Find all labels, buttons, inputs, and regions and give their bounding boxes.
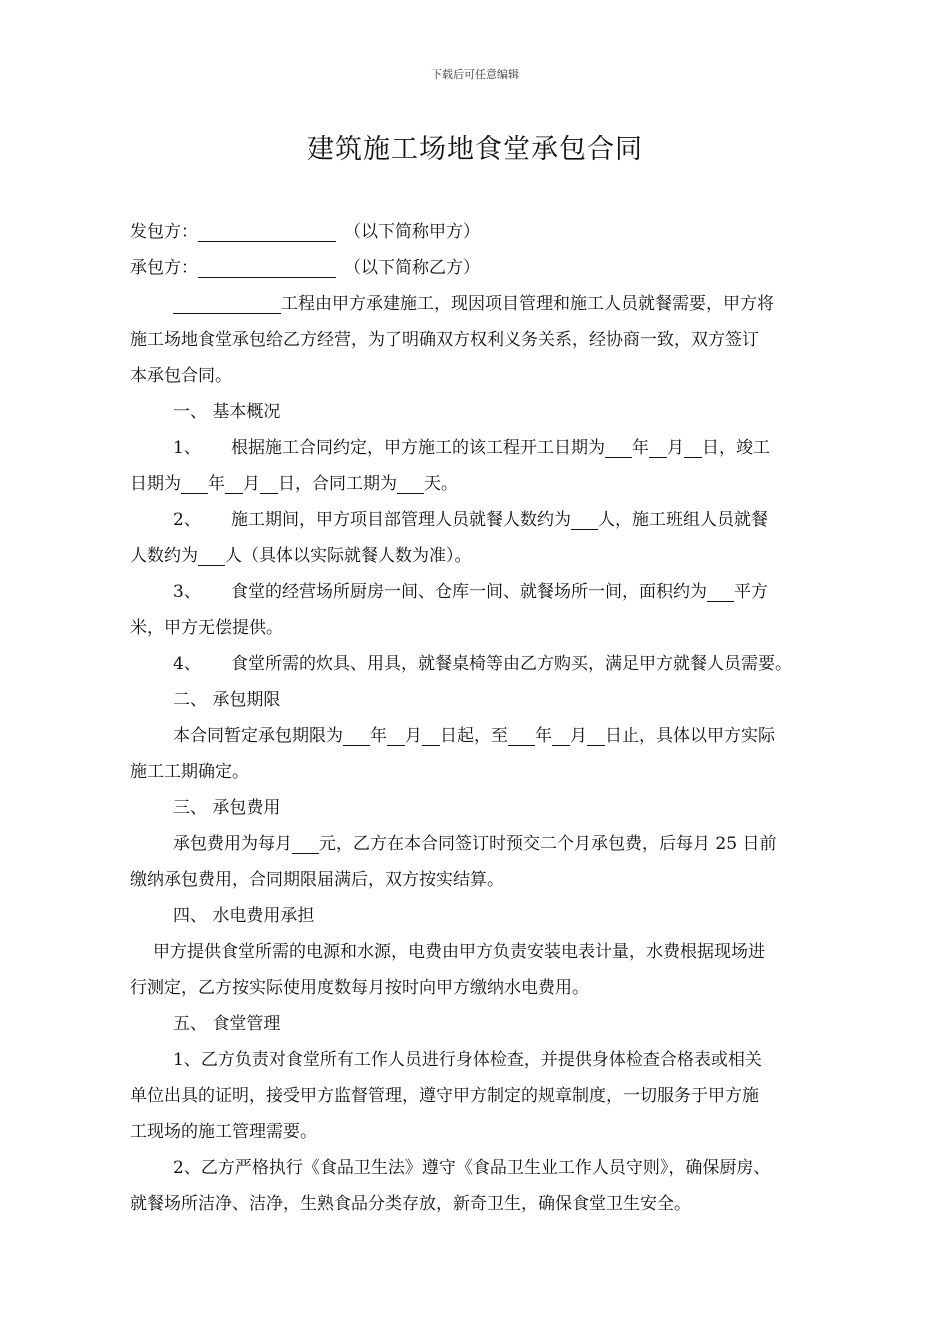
text: 承包费用为每月 — [173, 834, 292, 854]
text: 年 — [535, 726, 552, 746]
section-3-heading: 三、 承包费用 — [173, 798, 281, 818]
term-end-day-blank[interactable] — [587, 724, 605, 746]
s3-line-2: 缴纳承包费用，合同期限届满后，双方按实结算。 — [130, 870, 504, 890]
text: 人，施工班组人员就餐 — [598, 510, 768, 530]
section-4-heading: 四、 水电费用承担 — [173, 906, 315, 926]
intro-line-1 — [130, 286, 850, 322]
text: 本合同暂定承包期限为 — [173, 726, 343, 746]
end-month-blank[interactable] — [225, 472, 243, 494]
s4-line-2: 行测定，乙方按实际使用度数每月按时向甲方缴纳水电费用。 — [130, 978, 589, 998]
text: 月 — [667, 438, 684, 458]
party-b-line — [130, 250, 850, 286]
s5-p1-line-3: 工现场的施工管理需要。 — [130, 1122, 317, 1142]
s4-line-1: 甲方提供食堂所需的电源和水源，电费由甲方负责安装电表计量，水费根据现场进 — [153, 942, 765, 962]
end-year-blank[interactable] — [181, 472, 208, 494]
start-day-blank[interactable] — [684, 436, 702, 458]
monthly-fee-blank[interactable] — [292, 832, 319, 854]
item-number: 3、 — [173, 582, 201, 602]
s1-item-3-line-1 — [130, 574, 850, 610]
party-a-label: 发包方： — [130, 222, 198, 242]
area-blank[interactable] — [707, 580, 734, 602]
text: 人数约为 — [130, 546, 198, 566]
text: 日，合同工期为 — [278, 474, 397, 494]
start-year-blank[interactable] — [605, 436, 632, 458]
term-start-month-blank[interactable] — [387, 724, 405, 746]
text: 食堂所需的炊具、用具，就餐桌椅等由乙方购买，满足甲方就餐人员需要。 — [231, 654, 792, 674]
s1-item-4-line-1 — [130, 646, 850, 682]
s5-p2-line-1: 2、乙方严格执行《食品卫生法》遵守《食品卫生业工作人员守则》，确保厨房、 — [173, 1158, 771, 1178]
section-1-heading: 一、 基本概况 — [173, 402, 281, 422]
text: 施工期间，甲方项目部管理人员就餐人数约为 — [231, 510, 571, 530]
text: 平方 — [734, 582, 768, 602]
s1-item-1-line-1 — [130, 430, 850, 466]
s3-line-1 — [130, 826, 850, 862]
intro-line-3: 本承包合同。 — [130, 366, 232, 386]
s5-p2-line-2: 就餐场所洁净、洁净，生熟食品分类存放，新奇卫生，确保食堂卫生安全。 — [130, 1194, 691, 1214]
term-start-year-blank[interactable] — [343, 724, 370, 746]
s1-item-1-line-2 — [130, 466, 850, 502]
section-2-heading: 二、 承包期限 — [173, 690, 281, 710]
intro-line-2: 施工场地食堂承包给乙方经营，为了明确双方权利义务关系，经协商一致，双方签订 — [130, 330, 759, 350]
s1-item-2-line-1 — [130, 502, 850, 538]
text: 年 — [370, 726, 387, 746]
party-b-label: 承包方： — [130, 258, 198, 278]
text: 月 — [570, 726, 587, 746]
s2-line-2: 施工工期确定。 — [130, 762, 249, 782]
s5-p1-line-2: 单位出具的证明，接受甲方监督管理，遵守甲方制定的规章制度，一切服务于甲方施 — [130, 1086, 759, 1106]
intro-text-1: 工程由甲方承建施工，现因项目管理和施工人员就餐需要，甲方将 — [281, 294, 774, 314]
term-end-year-blank[interactable] — [508, 724, 535, 746]
s2-line-1 — [130, 718, 850, 754]
text: 人（具体以实际就餐人数为准）。 — [225, 546, 472, 566]
section-5-heading: 五、 食堂管理 — [173, 1014, 281, 1034]
text: 元，乙方在本合同签订时预交二个月承包费，后每月 25 日前 — [319, 834, 777, 854]
start-month-blank[interactable] — [649, 436, 667, 458]
text: 月 — [243, 474, 260, 494]
s1-item-2-line-2 — [130, 538, 850, 574]
text: 年 — [632, 438, 649, 458]
worker-count-blank[interactable] — [198, 544, 225, 566]
item-number: 2、 — [173, 510, 201, 530]
contract-body — [130, 214, 850, 1222]
project-name-blank[interactable] — [173, 292, 281, 314]
term-end-month-blank[interactable] — [552, 724, 570, 746]
party-a-blank[interactable] — [198, 220, 336, 242]
text: 日期为 — [130, 474, 181, 494]
page-header: 下载后可任意编辑 — [431, 68, 519, 81]
text: 日止，具体以甲方实际 — [605, 726, 775, 746]
s1-item-3-line-2: 米，甲方无偿提供。 — [130, 618, 283, 638]
text: 根据施工合同约定，甲方施工的该工程开工日期为 — [231, 438, 605, 458]
duration-days-blank[interactable] — [397, 472, 424, 494]
text: 天。 — [424, 474, 458, 494]
item-number: 1、 — [173, 438, 201, 458]
text: 月 — [405, 726, 422, 746]
text: 食堂的经营场所厨房一间、仓库一间、就餐场所一间，面积约为 — [231, 582, 707, 602]
party-a-note: （以下简称甲方） — [344, 222, 480, 242]
text: 年 — [208, 474, 225, 494]
text: 日，竣工 — [702, 438, 770, 458]
term-start-day-blank[interactable] — [422, 724, 440, 746]
party-b-note: （以下简称乙方） — [344, 258, 480, 278]
text: 日起，至 — [440, 726, 508, 746]
document-title: 建筑施工场地食堂承包合同 — [307, 134, 643, 165]
party-b-blank[interactable] — [198, 256, 336, 278]
manager-count-blank[interactable] — [571, 508, 598, 530]
item-number: 4、 — [173, 654, 201, 674]
party-a-line — [130, 214, 850, 250]
s5-p1-line-1: 1、乙方负责对食堂所有工作人员进行身体检查，并提供身体检查合格表或相关 — [173, 1050, 762, 1070]
end-day-blank[interactable] — [260, 472, 278, 494]
